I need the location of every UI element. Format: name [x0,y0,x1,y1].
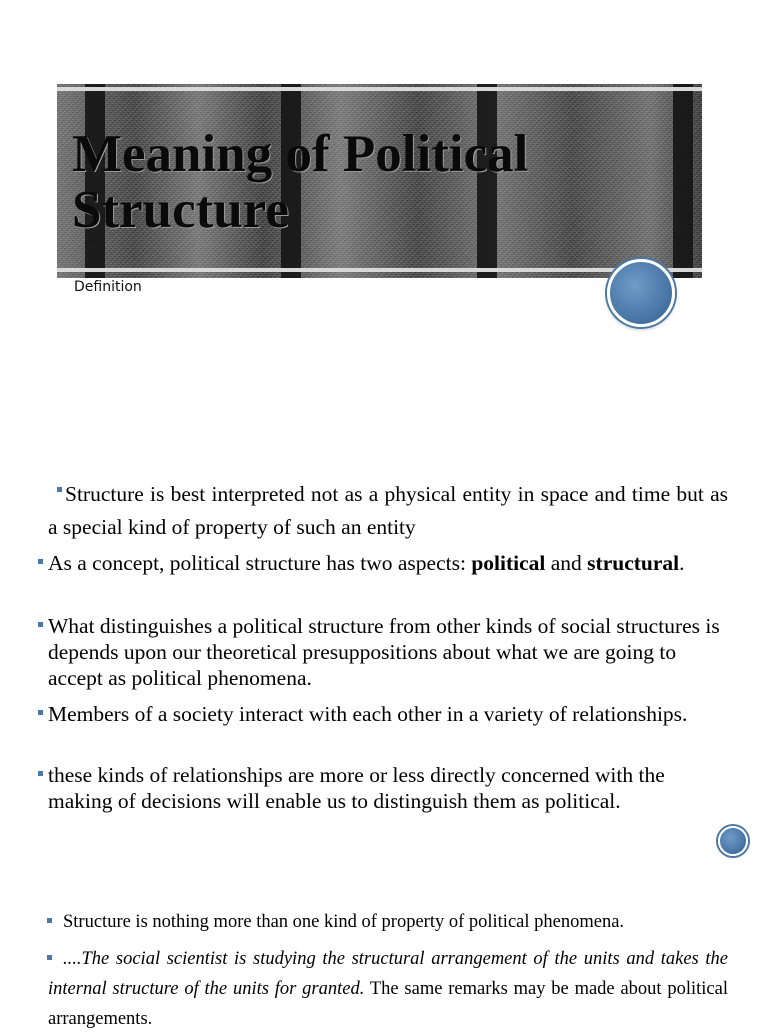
bullet-item-2-prefix: As a concept, political structure has two aspects: [48,551,472,575]
bullet-icon [38,622,43,627]
bullet-item-2-bold-political: political [471,551,546,575]
small-bullet-item-1: Structure is nothing more than one kind of property of political phenomena. [63,912,625,932]
bullet-item-1: Structure is best interpreted not as a physical entity in space and time but as a special kind of property of such an entity [48,482,728,539]
bullet-item-5: these kinds of relationships are more or less directly concerned with the making of decisions will enable us to distinguish them as political. [48,763,665,813]
bullet-icon [38,710,43,715]
slide-subtitle: Definition [74,279,142,295]
bullet-icon [38,771,43,776]
small-bullet-item-2-italic: ....The social scientist is studying the structural arrangement of the units and takes the internal structure of the units for granted. [48,949,728,999]
bullet-item-2-suffix: . [679,551,685,575]
small-bullet-item-2 [48,944,728,1034]
slide-title: Meaning of Political Structure [72,125,529,239]
bullet-item-2-middle: and [545,551,588,575]
bullet-icon [47,918,52,923]
bullet-item-3: What distinguishes a political structure from other kinds of social structures is depends upon our theoretical presuppositions about what we are going to accept as political phenomena. [48,614,720,690]
bullet-item-4: Members of a society interact with each other in a variety of relationships. [48,702,688,726]
decorative-circle-large [607,259,675,327]
small-bullet-item-2-text: The same remarks may be made about political arrangements. [48,979,728,1029]
bullet-item-2-bold-structural: structural [587,551,680,575]
bullet-icon [38,559,43,564]
decorative-circle-small [718,826,748,856]
bullet-item-2 [48,550,728,576]
